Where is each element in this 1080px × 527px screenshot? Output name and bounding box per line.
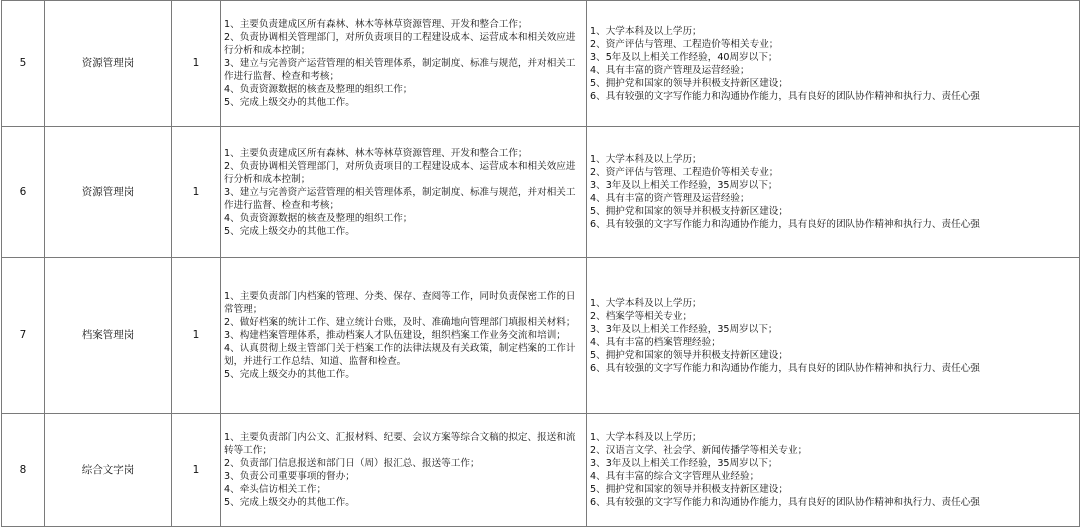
- requirement-item: 4、具有丰富的档案管理经验；: [590, 336, 721, 348]
- requirement-item: 3、3年及以上相关工作经验，35周岁以下；: [590, 180, 778, 191]
- duty-item: 4、负责资源数据的核查及整理的组织工作；: [224, 212, 413, 224]
- duties-cell: [221, 1, 587, 127]
- headcount: 1: [172, 258, 221, 414]
- duties-cell: [221, 127, 587, 258]
- duty-item: 5、完成上级交办的其他工作。: [224, 497, 355, 508]
- requirement-item: 4、具有丰富的资产管理及运营经验；: [590, 64, 750, 76]
- position-name: 档案管理岗: [45, 258, 172, 414]
- row-number: 8: [2, 414, 45, 527]
- requirement-item: 5、拥护党和国家的领导并积极支持新区建设；: [590, 77, 788, 89]
- table-row: [2, 1, 1080, 127]
- requirements-cell: [587, 1, 1080, 127]
- requirement-item: 3、3年及以上相关工作经验，35周岁以下；: [590, 323, 778, 335]
- duty-item: 2、负责协调相关管理部门，对所负责项目的工程建设成本、运营成本和相关效应进行分析和成本控制；: [224, 160, 576, 185]
- requirement-item: 1、大学本科及以上学历；: [590, 432, 702, 443]
- requirement-item: 5、拥护党和国家的领导并积极支持新区建设；: [590, 349, 788, 361]
- duty-item: 5、完成上级交办的其他工作。: [224, 97, 355, 108]
- duty-item: 2、负责部门信息报送和部门日（周）报汇总、报送等工作；: [224, 458, 480, 469]
- requirements-cell: [587, 127, 1080, 258]
- duty-item: 3、构建档案管理体系，推动档案人才队伍建设，组织档案工作业务交流和培训；: [224, 330, 566, 341]
- requirement-item: 1、大学本科及以上学历；: [590, 154, 702, 165]
- duties-cell: [221, 414, 587, 527]
- requirement-item: 3、5年及以上相关工作经验，40周岁以下；: [590, 51, 778, 63]
- requirement-item: 4、具有丰富的综合文字管理从业经验；: [590, 471, 760, 482]
- duties-cell: [221, 258, 587, 414]
- table-row: [2, 258, 1080, 414]
- duty-item: 5、完成上级交办的其他工作。: [224, 369, 355, 380]
- requirements-cell: [587, 258, 1080, 414]
- duty-item: 1、主要负责建成区所有森林、林木等林草资源管理、开发和整合工作；: [224, 147, 528, 159]
- duty-item: 2、负责协调相关管理部门，对所负责项目的工程建设成本、运营成本和相关效应进行分析和成本控制；: [224, 32, 576, 56]
- requirement-item: 6、具有较强的文字写作能力和沟通协作能力，具有良好的团队协作精神和执行力、责任心强: [590, 362, 980, 374]
- requirement-item: 2、汉语言文学、社会学、新闻传播学等相关专业；: [590, 445, 808, 456]
- requirement-item: 2、资产评估与管理、工程造价等相关专业；: [590, 167, 779, 178]
- requirement-item: 4、具有丰富的资产管理及运营经验；: [590, 193, 750, 204]
- duty-item: 1、主要负责建成区所有森林、林木等林草资源管理、开发和整合工作；: [224, 19, 528, 30]
- duty-item: 4、牵头信访相关工作；: [224, 484, 327, 495]
- duty-item: 5、完成上级交办的其他工作。: [224, 225, 355, 237]
- requirement-item: 6、具有较强的文字写作能力和沟通协作能力，具有良好的团队协作精神和执行力、责任心强: [590, 219, 980, 230]
- duty-item: 1、主要负责部门内档案的管理、分类、保存、查阅等工作，同时负责保密工作的日常管理；: [224, 291, 576, 315]
- requirements-cell: [587, 414, 1080, 527]
- duty-item: 3、负责公司重要事项的督办；: [224, 471, 355, 482]
- requirement-item: 3、3年及以上相关工作经验，35周岁以下；: [590, 458, 778, 469]
- headcount: 1: [172, 1, 221, 127]
- position-name: 综合文字岗: [45, 414, 172, 527]
- headcount: 1: [172, 127, 221, 258]
- requirement-item: 5、拥护党和国家的领导并积极支持新区建设；: [590, 484, 788, 495]
- requirement-item: 1、大学本科及以上学历；: [590, 25, 702, 37]
- requirement-item: 1、大学本科及以上学历；: [590, 297, 702, 309]
- requirement-item: 2、资产评估与管理、工程造价等相关专业；: [590, 38, 779, 50]
- duty-item: 4、认真贯彻上级主管部门关于档案工作的法律法规及有关政策，制定档案的工作计划，并进行工作总结、知道、监督和检查。: [224, 343, 576, 367]
- job-table: [1, 0, 1080, 527]
- duty-item: 2、做好档案的统计工作、建立统计台账，及时、准确地向管理部门填报相关材料；: [224, 317, 576, 328]
- table-row: [2, 127, 1080, 258]
- row-number: 5: [2, 1, 45, 127]
- headcount: 1: [172, 414, 221, 527]
- duty-item: 3、建立与完善资产运营管理的相关管理体系，制定制度、标准与规范，并对相关工作进行监督、检查和考核；: [224, 186, 576, 211]
- row-number: 7: [2, 258, 45, 414]
- requirement-item: 5、拥护党和国家的领导并积极支持新区建设；: [590, 206, 788, 217]
- requirement-item: 6、具有较强的文字写作能力和沟通协作能力，具有良好的团队协作精神和执行力、责任心强: [590, 90, 980, 102]
- table-row: [2, 414, 1080, 527]
- position-name: 资源管理岗: [45, 1, 172, 127]
- requirement-item: 6、具有较强的文字写作能力和沟通协作能力，具有良好的团队协作精神和执行力、责任心强: [590, 497, 980, 508]
- duty-item: 1、主要负责部门内公文、汇报材料、纪要、会议方案等综合文稿的拟定、报送和流转等工作；: [224, 432, 576, 456]
- position-name: 资源管理岗: [45, 127, 172, 258]
- requirement-item: 2、档案学等相关专业；: [590, 310, 693, 322]
- row-number: 6: [2, 127, 45, 258]
- duty-item: 3、建立与完善资产运营管理的相关管理体系，制定制度、标准与规范，并对相关工作进行监督、检查和考核；: [224, 58, 576, 82]
- duty-item: 4、负责资源数据的核查及整理的组织工作；: [224, 84, 413, 95]
